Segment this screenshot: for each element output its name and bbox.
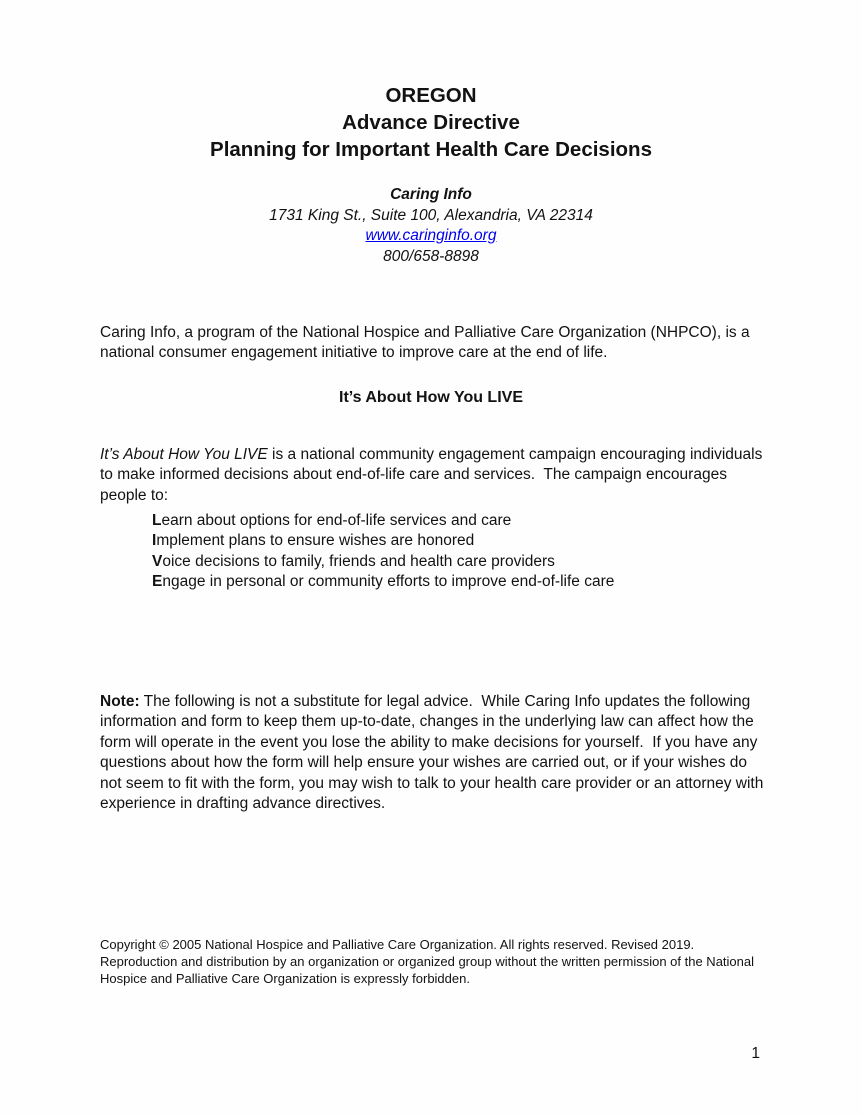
title-line-subtitle: Planning for Important Health Care Decisions	[210, 138, 652, 161]
organization-name: Caring Info	[390, 186, 472, 203]
campaign-rest: is a national community engagement campaign encouraging individuals to make informed decisions about end-of-life care and services. The campaign encourages people to:	[100, 445, 767, 504]
contact-block	[100, 185, 762, 267]
list-initial: V	[152, 552, 163, 570]
section-heading-live: It’s About How You LIVE	[339, 389, 523, 406]
copyright-notice: Copyright © 2005 National Hospice and Palliative Care Organization. All rights reserved. Revised 2019. Reproduction and distribution by an organization or organized group without the written permission of the National Hospice and Palliative Care Organization is expressly forbidden.	[100, 937, 758, 986]
list-item-text: ngage in personal or community efforts to improve end-of-life care	[162, 572, 615, 590]
page-number: 1	[751, 1045, 760, 1062]
phone-number: 800/658-8898	[383, 247, 479, 265]
live-acronym-list	[152, 511, 768, 592]
note-label: Note:	[100, 692, 140, 710]
list-item-voice	[152, 552, 768, 572]
intro-paragraph: Caring Info, a program of the National Hospice and Palliative Care Organization (NHPCO), is a national consumer engagement initiative to improve care at the end of life.	[100, 323, 754, 361]
list-item-text: oice decisions to family, friends and health care providers	[162, 552, 555, 570]
list-item-engage	[152, 572, 768, 592]
list-item-implement	[152, 531, 768, 551]
list-item-text: mplement plans to ensure wishes are honored	[156, 532, 475, 550]
list-initial: I	[152, 532, 157, 550]
address-line: 1731 King St., Suite 100, Alexandria, VA 22314	[269, 206, 593, 224]
list-item-learn	[152, 511, 768, 531]
list-item-text: earn about options for end-of-life services and care	[161, 512, 512, 529]
list-initial: E	[152, 572, 163, 590]
document-title	[100, 82, 762, 163]
note-text: The following is not a substitute for legal advice. While Caring Info updates the following information and form to keep them up-to-date, changes in the underlying law can affect how the form will operate in the event you lose the ability to make decisions for yourself. If you have any questions about how the form will help ensure your wishes are carried out, or if your wishes do not seem to fit with the form, you may wish to talk to your health care provider or an attorney with experience in drafting advance directives.	[100, 692, 768, 812]
campaign-paragraph	[100, 445, 768, 507]
campaign-lead-italic: It’s About How You LIVE	[100, 445, 268, 463]
title-line-state: OREGON	[385, 84, 477, 107]
title-line-type: Advance Directive	[342, 111, 520, 134]
list-initial: L	[152, 512, 162, 529]
note-paragraph	[100, 692, 768, 815]
website-link[interactable]: www.caringinfo.org	[365, 227, 497, 244]
